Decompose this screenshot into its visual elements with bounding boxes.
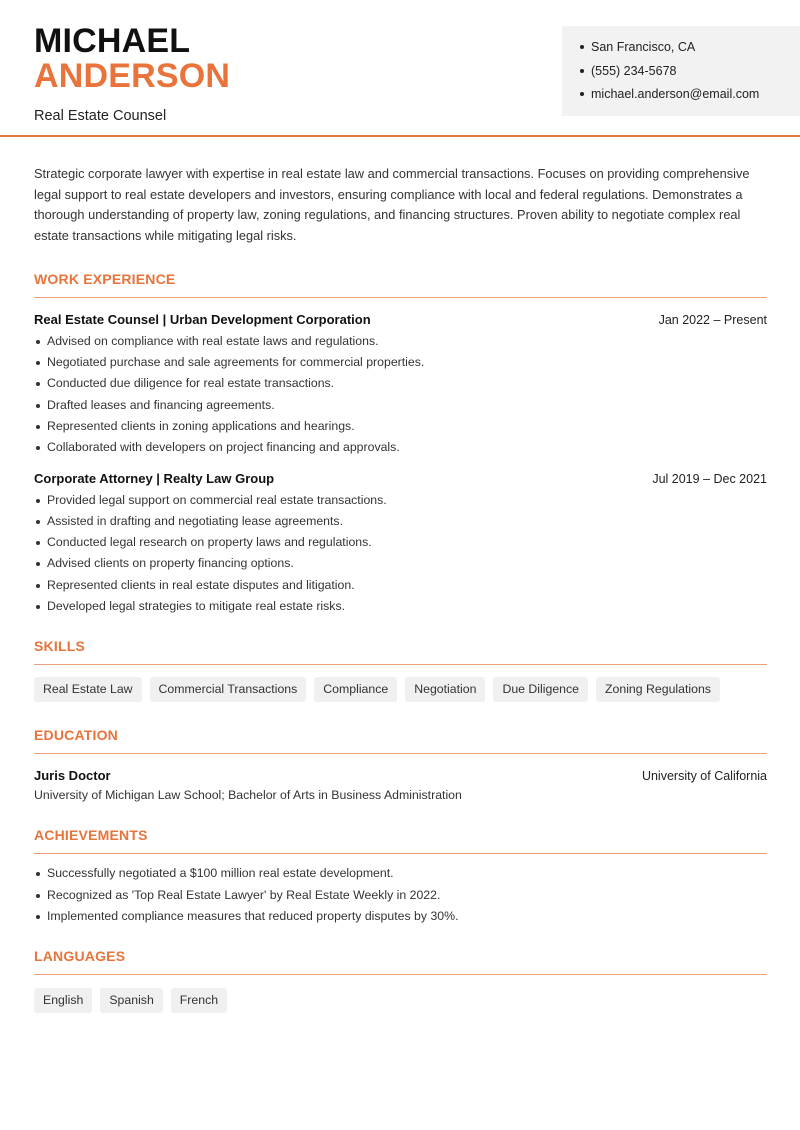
- section-divider: [34, 853, 767, 854]
- section-divider: [34, 753, 767, 754]
- job-entry: [34, 471, 767, 618]
- language-chip: Spanish: [100, 988, 162, 1013]
- skills-section: [34, 638, 767, 702]
- skills-chips: [34, 677, 767, 702]
- summary: Strategic corporate lawyer with expertise in real estate law and commercial transactions. Focuses on providing comprehensive legal support to real estate developers and investors, ensuring compliance with local and federal regulations. Demonstrates a thorough understanding of property law, zoning regulations, and financing structures. Proven ability to negotiate complex real estate transactions while mitigating legal risks.: [34, 166, 750, 244]
- section-divider: [34, 297, 767, 298]
- job-entry: [34, 312, 767, 459]
- list-item: Provided legal support on commercial real estate transactions.: [34, 490, 767, 511]
- work-section: [34, 271, 767, 618]
- education-section: [34, 727, 767, 802]
- list-item: Conducted legal research on property laws and regulations.: [34, 532, 767, 553]
- list-item: Drafted leases and financing agreements.: [34, 395, 767, 416]
- skill-chip: Zoning Regulations: [596, 677, 720, 702]
- job-dates: Jan 2022 – Present: [658, 312, 767, 327]
- name-block: [34, 24, 230, 124]
- bullet-icon: [580, 45, 584, 49]
- section-divider: [34, 664, 767, 665]
- contact-box: [562, 26, 800, 116]
- list-item: Implemented compliance measures that reduced property disputes by 30%.: [34, 906, 767, 927]
- last-name: ANDERSON: [34, 57, 231, 95]
- education-school: University of California: [641, 769, 767, 784]
- job-header: [34, 312, 767, 327]
- contact-location: [580, 38, 800, 62]
- job-bullets: [34, 490, 767, 618]
- job-title-company: Corporate Attorney | Realty Law Group: [34, 470, 275, 486]
- skills-heading: SKILLS: [34, 638, 85, 655]
- skill-chip: Compliance: [314, 677, 397, 702]
- list-item: Advised on compliance with real estate laws and regulations.: [34, 331, 767, 352]
- contact-email: [580, 85, 800, 109]
- skill-chip: Commercial Transactions: [150, 677, 307, 702]
- bullet-icon: [580, 69, 584, 73]
- section-divider: [34, 974, 767, 975]
- list-item: Recognized as 'Top Real Estate Lawyer' by Real Estate Weekly in 2022.: [34, 885, 767, 906]
- list-item: Successfully negotiated a $100 million real estate development.: [34, 863, 767, 884]
- education-header: [34, 768, 767, 783]
- education-degree: Juris Doctor: [34, 768, 111, 784]
- achievements-list: [34, 863, 767, 927]
- education-details: University of Michigan Law School; Bachelor of Arts in Business Administration: [34, 788, 462, 803]
- list-item: Developed legal strategies to mitigate real estate risks.: [34, 596, 767, 617]
- work-heading: WORK EXPERIENCE: [34, 270, 176, 287]
- languages-heading: LANGUAGES: [34, 948, 126, 965]
- job-title-company: Real Estate Counsel | Urban Development Corporation: [34, 311, 371, 327]
- list-item: Conducted due diligence for real estate transactions.: [34, 373, 767, 394]
- skill-chip: Real Estate Law: [34, 677, 142, 702]
- first-name: MICHAEL: [34, 22, 191, 60]
- contact-location-text: San Francisco, CA: [591, 40, 696, 54]
- achievements-heading: ACHIEVEMENTS: [34, 827, 148, 844]
- skill-chip: Due Diligence: [493, 677, 588, 702]
- education-heading: EDUCATION: [34, 727, 118, 744]
- list-item: Represented clients in zoning applications and hearings.: [34, 416, 767, 437]
- job-bullets: [34, 331, 767, 459]
- bullet-icon: [580, 92, 584, 96]
- list-item: Collaborated with developers on project financing and approvals.: [34, 437, 767, 458]
- contact-phone: [580, 62, 800, 86]
- skill-chip: Negotiation: [405, 677, 485, 702]
- resume-header: [0, 0, 800, 137]
- job-title: Real Estate Counsel: [34, 108, 167, 124]
- list-item: Negotiated purchase and sale agreements for commercial properties.: [34, 352, 767, 373]
- resume-content: [34, 164, 767, 1013]
- list-item: Assisted in drafting and negotiating lease agreements.: [34, 511, 767, 532]
- job-header: [34, 471, 767, 486]
- list-item: Represented clients in real estate disputes and litigation.: [34, 575, 767, 596]
- contact-email-text: michael.anderson@email.com: [591, 87, 760, 101]
- contact-phone-text: (555) 234-5678: [591, 63, 677, 78]
- language-chip: French: [171, 988, 227, 1013]
- achievements-section: [34, 827, 767, 927]
- languages-section: [34, 948, 767, 1013]
- language-chips: [34, 988, 767, 1013]
- job-dates: Jul 2019 – Dec 2021: [652, 471, 767, 486]
- list-item: Advised clients on property financing options.: [34, 553, 767, 574]
- language-chip: English: [34, 988, 92, 1013]
